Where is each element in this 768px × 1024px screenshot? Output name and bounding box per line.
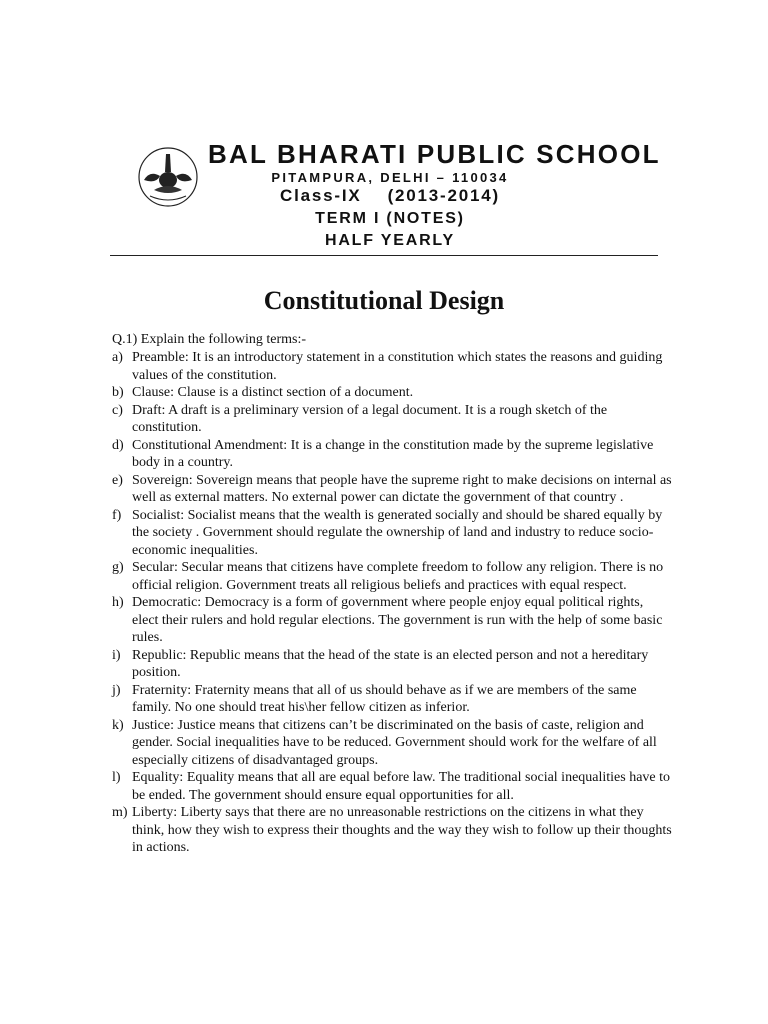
list-item [112,647,672,682]
list-item [112,769,672,804]
list-item [112,472,672,507]
item-marker: d) [112,437,124,453]
list-item [112,507,672,560]
list-item [112,402,672,437]
school-emblem-icon [136,146,200,208]
school-name: BAL BHARATI PUBLIC SCHOOL [208,139,661,169]
term-line: TERM I (NOTES) [315,210,465,227]
item-text: Equality: Equality means that all are equal before law. The traditional social inequalities have to be ended. The government should ensure equal opportunities for all. [132,770,671,803]
item-marker: i) [112,647,121,663]
item-text: Constitutional Amendment: It is a change in the constitution made by the supreme legislative body in a country. [132,437,654,470]
list-item [112,349,672,384]
list-item [112,682,672,717]
item-marker: g) [112,560,124,575]
list-item [112,594,672,647]
item-marker: k) [112,717,124,733]
question-heading: Q.1) Explain the following terms:- [112,332,307,347]
item-text: Socialist: Socialist means that the wealth is generated socially and should be shared equally by the society . Government should regulate the ownership of land and industry to reduce socio-economic inequalities. [132,507,663,558]
list-item [112,804,672,857]
item-text: Clause: Clause is a distinct section of a document. [132,385,414,400]
item-text: Republic: Republic means that the head of the state is an elected person and not a hereditary position. [132,647,649,680]
item-marker: b) [112,385,124,400]
item-text: Democratic: Democracy is a form of government where people enjoy equal political rights, elect their rulers and hold regular elections. The government is run with the help of some basic rules. [132,595,663,645]
item-text: Justice: Justice means that citizens can’t be discriminated on the basis of caste, religion and gender. Social inequalities have to be reduced. Government should work for the welfare of all especially citizens of disadvantaged groups. [132,717,657,768]
list-item [112,559,672,594]
item-marker: h) [112,595,124,610]
item-text: Sovereign: Sovereign means that people have the supreme right to make decisions on internal as well as external matters. No external power can dictate the government of that country . [132,472,672,505]
item-marker: c) [112,402,123,418]
class-line: Class-IX (2013-2014) [280,186,500,205]
item-marker: a) [112,350,123,365]
list-item [112,717,672,770]
item-marker: f) [112,507,122,523]
item-text: Preamble: It is an introductory statement in a constitution which states the reasons and guiding values of the constitution. [132,350,663,383]
item-text: Draft: A draft is a preliminary version of a legal document. It is a rough sketch of the constitution. [132,402,608,435]
exam-line: HALF YEARLY [324,232,456,249]
item-marker: l) [112,770,121,785]
header-divider [110,255,658,256]
school-address: PITAMPURA, DELHI – 110034 [271,170,509,185]
list-item [112,384,672,402]
item-marker: j) [112,682,121,698]
terms-list [112,349,672,857]
item-text: Fraternity: Fraternity means that all of us should behave as if we are members of the same family. No one should treat his\her fellow citizen as inferior. [132,682,637,715]
item-marker: m) [112,805,128,820]
page-title: Constitutional Design [263,286,505,315]
item-text: Secular: Secular means that citizens have complete freedom to follow any religion. There is no official religion. Government treats all religious beliefs and practices with equal respect. [132,560,664,593]
item-text: Liberty: Liberty says that there are no unreasonable restrictions on the citizens in what they think, how they wish to express their thoughts and the way they wish to follow up their thoughts in actions. [132,805,672,855]
item-marker: e) [112,472,123,488]
list-item [112,437,672,472]
